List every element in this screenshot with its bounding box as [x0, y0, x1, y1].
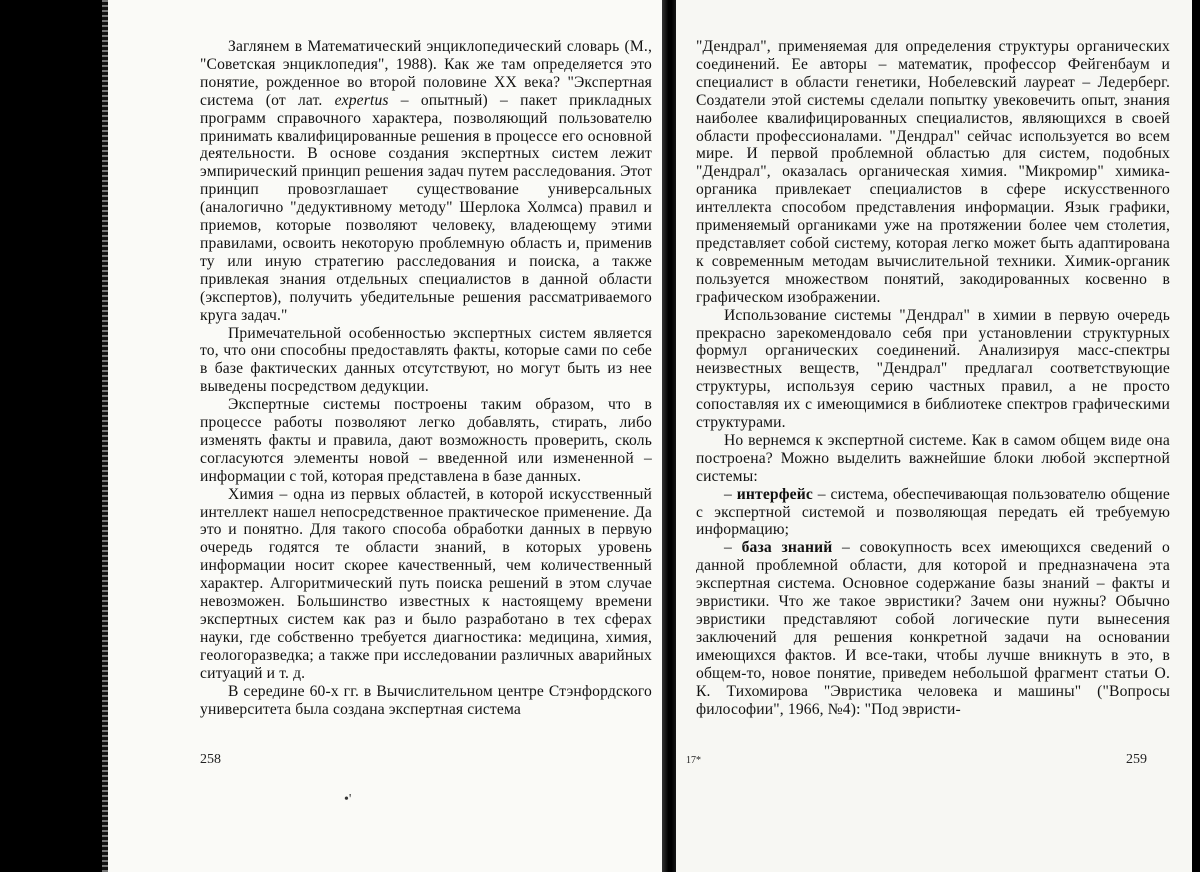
- paragraph-chemistry: Химия – одна из первых областей, в которой искусственный интеллект нашел непосредственное практическое применение. Да это и понятно. Для такого способа обработки данных в первую очередь годятся те области знаний, в которых уровень информации носит скорее качественный, чем количественный характер. Алгоритмический путь поиска решений в этом случае невозможен. Большинство известных к настоящему времени экспертных систем как раз и было разработано в тех сферах науки, где собственно требуется диагностика: медицина, химия, геологоразведка; а также при исследовании различных аварийных ситуаций и т. д.: [200, 485, 652, 682]
- list-dash: –: [724, 539, 742, 557]
- paragraph-dendral-usage: Использование системы "Дендрал" в химии в первую очередь прекрасно зарекомендовало себя при установлении структурных формул органических соединений. Анализируя масс-спектры неизвестных веществ, "Дендрал" предлагал соответствующие структуры, используя серию частных правил, а не просто сопоставляя их с имеющимися в библиотеке спектров графическими структурами.: [696, 306, 1170, 432]
- definition-interface: – система, обеспечивающая пользователю общение с экспертной системой и позволяющая передать ей требуемую информацию;: [696, 485, 1170, 539]
- right-page: [676, 0, 1192, 872]
- paragraph-stanford: В середине 60-х гг. в Вычислительном центре Стэнфордского университета была создана экспертная система: [200, 682, 652, 718]
- paragraph-expert-structure: Экспертные системы построены таким образом, что в процессе работы позволяют легко добавлять, стирать, либо изменять факты и правила, дают возможность проверить, сколь согласуются элементы новой – введенной или измененной – информации с той, которая представлена в базе данных.: [200, 396, 652, 485]
- paragraph-dendral: "Дендрал", применяемая для определения структуры органических соединений. Ее авторы – математик, профессор Фейгенбаум и специалист в области генетики, Нобелевский лауреат – Ледерберг. Создатели этой системы сделали попытку увековечить опыт, знания наиболее квалифицированных специалистов, являющихся в своей области профессионалами. "Дендрал" сейчас используется во всем мире. И первой проблемной областью для систем, подобных "Дендрал", оказалась органическая химия. "Микромир" химика-органика привлекает специалистов в сфере искусственного интеллекта способом представления информации. Язык графики, применяемый органиками уже на протяжении более чем столетия, представляет собой систему, которая легко может быть адаптирована к современным методам вычислительной техники. Химик-органик пользуется множеством понятий, закодированных косвенно в графическом изображении.: [696, 38, 1170, 306]
- left-page: [108, 0, 668, 872]
- paragraph-expert-definition: Заглянем в Математический энциклопедический словарь (М., "Советская энциклопедия", 1988). Как же там определяется это понятие, рожденное во второй половине XX века? "Экспертная система (от лат. expertus – опытный) – пакет прикладных программ справочного характера, позволяющий пользователю принимать квалифицированные решения в процессе его основной деятельности. В основе создания экспертных систем лежит эмпирический принцип решения задач путем расследования. Этот принцип провозглашает существование универсальных (аналогично "дедуктивному методу" Шерлока Холмса) правил и приемов, которые позволяют человеку, владеющему этими правилами, освоить некоторую проблемную область и, применив ту или иную стратегию расследования и поиска, а также привлекая знания отдельных специалистов в данной области (экспертов), получить убедительные решения рассматриваемого круга задач.": [200, 38, 653, 324]
- list-dash: –: [724, 485, 737, 503]
- left-page-text: [200, 38, 652, 718]
- paragraph-expert-features: Примечательной особенностью экспертных систем является то, что они способны предоставлять факты, которые сами по себе в базе фактических данных отсутствуют, но могут быть из нее выведены посредством дедукции.: [200, 324, 652, 396]
- list-item-interface: [696, 486, 1170, 540]
- term-interface: интерфейс: [736, 485, 813, 503]
- scan-left-edge: [0, 0, 108, 872]
- definition-knowledge-base: – совокупность всех имеющихся сведений о данной проблемной области, для которой и предназначена эта экспертная система. Основное содержание базы знаний – факты и эвристики. Что же такое эвристики? Зачем они нужны? Обычно эвристики представляют собой логические пути вынесения заключений для решения конкретной задачи на основании имеющихся фактов. И все-таки, чтобы лучше вникнуть в это, в общем-то, новое понятие, приведем небольшой фрагмент статьи О. К. Тихомирова "Эвристика человека и машины" ("Вопросы философии", 1966, №4): "Под эвристи-: [696, 539, 1170, 718]
- paragraph-blocks-intro: Но вернемся к экспертной системе. Как в самом общем виде она построена? Можно выделить важнейшие блоки любой экспертной системы:: [696, 431, 1170, 485]
- signature-mark: 17*: [686, 755, 701, 766]
- latin-term: expertus: [334, 91, 389, 109]
- page-number-right: 259: [1126, 752, 1147, 767]
- term-knowledge-base: база знаний: [741, 539, 833, 557]
- stray-mark: •': [344, 792, 352, 807]
- list-item-knowledge-base: [696, 539, 1170, 718]
- right-page-text: [696, 38, 1170, 718]
- page-number-left: 258: [200, 752, 221, 767]
